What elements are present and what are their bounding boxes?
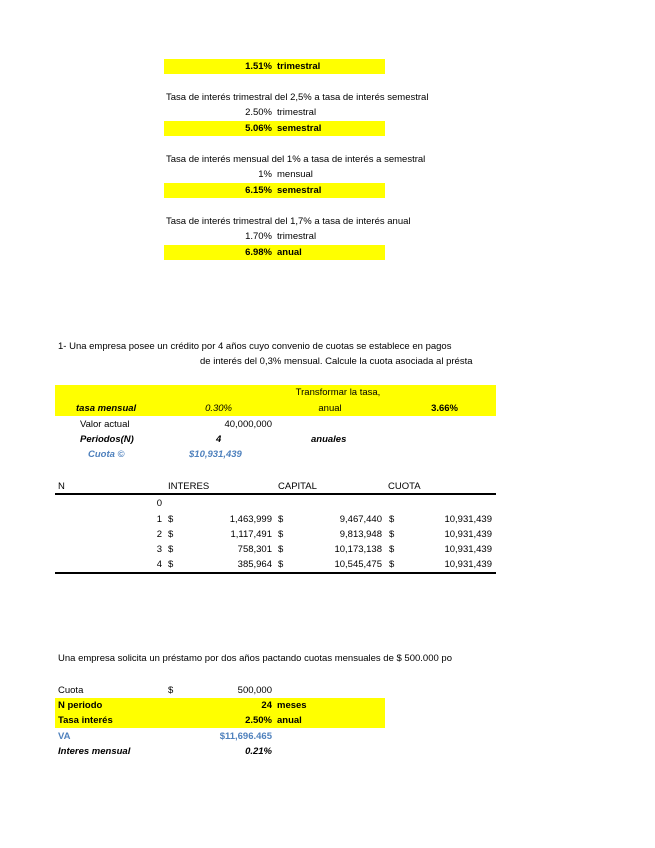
table-header-interes: INTERES xyxy=(168,481,210,492)
conv4-result-unit: anual xyxy=(277,247,302,258)
p2-tasa-label: Tasa interés xyxy=(58,715,113,726)
currency-sign: $ xyxy=(389,514,395,525)
p2-cuota-value: 500,000 xyxy=(237,685,272,696)
valor-actual-label: Valor actual xyxy=(80,419,130,430)
capital-cell: 10,173,138 xyxy=(334,544,382,555)
valor-actual-value: 40,000,000 xyxy=(224,419,272,430)
cuota-cell: 10,931,439 xyxy=(444,514,492,525)
p2-tasa-value: 2.50% xyxy=(245,715,272,726)
cuota-label: Cuota © xyxy=(88,449,125,460)
problem2-statement: Una empresa solicita un préstamo por dos años pactando cuotas mensuales de $ 500.000 po xyxy=(58,653,452,664)
p2-n-label: N periodo xyxy=(58,700,103,711)
cuota-value: $10,931,439 xyxy=(189,449,242,460)
problem1-statement-line1: 1- Una empresa posee un crédito por 4 años cuyo convenio de cuotas se establece en pagos xyxy=(58,341,452,352)
capital-cell: 9,467,440 xyxy=(339,514,382,525)
cuota-cell: 10,931,439 xyxy=(444,529,492,540)
anual-label: anual xyxy=(318,403,342,414)
interes-cell: 1,117,491 xyxy=(230,529,272,540)
table-row-n: 4 xyxy=(156,559,162,570)
conv4-result-rate: 6.98% xyxy=(245,247,272,258)
periodos-unit: anuales xyxy=(311,434,347,445)
conv4-title: Tasa de interés trimestral del 1,7% a tasa de interés anual xyxy=(166,216,411,227)
p2-cuota-currency: $ xyxy=(168,685,174,696)
table-bottom-rule xyxy=(55,572,496,574)
p2-im-label: Interes mensual xyxy=(58,746,131,757)
currency-sign: $ xyxy=(168,544,174,555)
p2-n-unit: meses xyxy=(277,700,307,711)
conv2-title: Tasa de interés trimestral del 2,5% a tasa de interés semestral xyxy=(166,92,429,103)
p2-im-value: 0.21% xyxy=(245,746,272,757)
currency-sign: $ xyxy=(278,529,284,540)
capital-cell: 9,813,948 xyxy=(339,529,382,540)
table-row-n: 0 xyxy=(156,498,162,509)
tasa-mensual-value: 0.30% xyxy=(205,403,232,414)
table-header-capital: CAPITAL xyxy=(278,481,317,492)
conv1-result-unit: trimestral xyxy=(277,61,321,72)
currency-sign: $ xyxy=(389,529,395,540)
conv3-input-unit: mensual xyxy=(277,169,313,180)
currency-sign: $ xyxy=(278,544,284,555)
conv3-result-unit: semestral xyxy=(277,185,322,196)
p2-tasa-unit: anual xyxy=(277,715,302,726)
conv3-result-rate: 6.15% xyxy=(245,185,272,196)
p2-va-value: $11,696.465 xyxy=(219,731,272,742)
conv3-highlight xyxy=(164,183,385,198)
problem1-statement-line2: de interés del 0,3% mensual. Calcule la cuota asociada al présta xyxy=(200,356,473,367)
currency-sign: $ xyxy=(168,514,174,525)
conv2-highlight xyxy=(164,121,385,136)
conv3-title: Tasa de interés mensual del 1% a tasa de interés a semestral xyxy=(166,154,426,165)
capital-cell: 10,545,475 xyxy=(334,559,382,570)
conv4-highlight xyxy=(164,245,385,260)
currency-sign: $ xyxy=(389,544,395,555)
interes-cell: 385,964 xyxy=(237,559,272,570)
conv1-result-rate: 1.51% xyxy=(245,61,272,72)
conv2-input-unit: trimestral xyxy=(277,107,317,118)
periodos-label: Periodos(N) xyxy=(80,434,134,445)
currency-sign: $ xyxy=(168,529,174,540)
table-header-n: N xyxy=(58,481,65,492)
cuota-cell: 10,931,439 xyxy=(444,544,492,555)
p2-n-value: 24 xyxy=(261,700,272,711)
conv1-highlight xyxy=(164,59,385,74)
table-row-n: 3 xyxy=(156,544,162,555)
conv2-result-unit: semestral xyxy=(277,123,322,134)
transform-rate-label: Transformar la tasa, xyxy=(295,387,381,398)
tasa-mensual-label: tasa mensual xyxy=(76,403,137,414)
currency-sign: $ xyxy=(278,559,284,570)
table-header-rule xyxy=(55,493,496,495)
conv4-input-unit: trimestral xyxy=(277,231,317,242)
table-row-n: 1 xyxy=(156,514,162,525)
conv2-input-rate: 2.50% xyxy=(245,107,272,118)
conv2-result-rate: 5.06% xyxy=(245,123,272,134)
currency-sign: $ xyxy=(389,559,395,570)
conv4-input-rate: 1.70% xyxy=(245,231,272,242)
table-row-n: 2 xyxy=(156,529,162,540)
cuota-cell: 10,931,439 xyxy=(444,559,492,570)
p2-va-label: VA xyxy=(58,731,71,742)
interes-cell: 1,463,999 xyxy=(229,514,272,525)
currency-sign: $ xyxy=(278,514,284,525)
interes-cell: 758,301 xyxy=(237,544,272,555)
currency-sign: $ xyxy=(168,559,174,570)
anual-value: 3.66% xyxy=(431,403,458,414)
conv3-input-rate: 1% xyxy=(258,169,272,180)
periodos-value: 4 xyxy=(216,434,222,445)
table-header-cuota: CUOTA xyxy=(388,481,421,492)
p2-cuota-label: Cuota xyxy=(58,685,84,696)
